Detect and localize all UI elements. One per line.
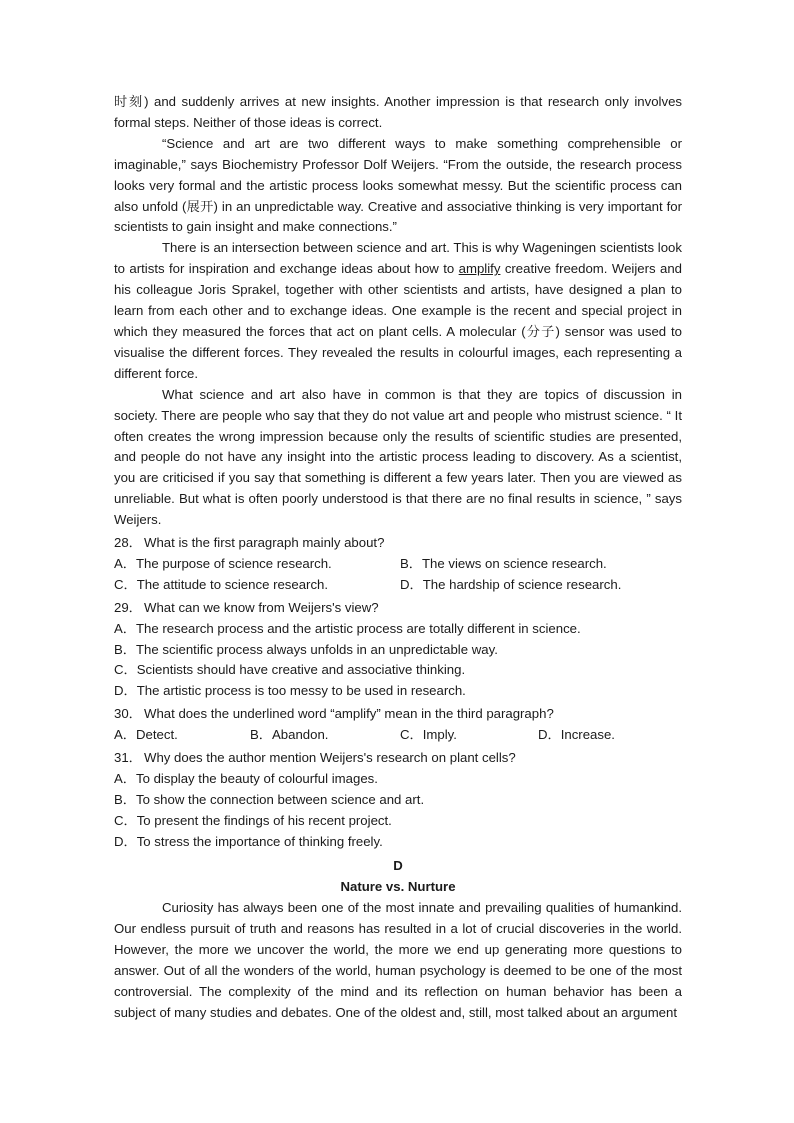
option-text: Detect. bbox=[136, 727, 178, 743]
question-30 bbox=[114, 704, 682, 746]
paragraph-3-text-after: creative freedom. Weijers and his colleague Joris Sprakel, together with other scientists and artists, have designed a plan to learn from each other and to exchange ideas. One example is the recent and special project in which they measured the forces that act on plant cells. A molecular (分子) sensor was used to visualise the different forces. They revealed the results in colourful images, each representing a different force. bbox=[114, 261, 682, 381]
paragraph-3-text-before: There is an intersection between science and art. This is why Wageningen scientists look to artists for inspiration and exchange ideas about how to bbox=[114, 240, 682, 277]
option-text: Imply. bbox=[422, 727, 457, 743]
question-31-number: 31． bbox=[114, 749, 142, 765]
question-30-option-d[interactable] bbox=[538, 725, 615, 746]
option-letter: B． bbox=[400, 555, 422, 571]
question-30-number: 30． bbox=[114, 706, 142, 722]
question-28-text: What is the first paragraph mainly about? bbox=[144, 535, 385, 551]
question-31-option-a-row bbox=[114, 769, 682, 790]
paragraph-2: “Science and art are two different ways to make something comprehensible or imaginable,” says Biochemistry Professor Dolf Weijers. “From the outside, the research process looks very formal and the artistic process looks somewhat messy. But the scientific process can also unfold (展开) in an unpredictable way. Creative and associative thinking is very important for scientists to gain insight and make connections.” bbox=[114, 135, 682, 235]
question-29-option-a-row bbox=[114, 619, 682, 640]
option-text: The research process and the artistic process are totally different in science. bbox=[136, 620, 581, 636]
question-29-option-a[interactable] bbox=[114, 621, 581, 636]
option-text: The hardship of science research. bbox=[422, 576, 622, 592]
option-letter: B． bbox=[114, 641, 136, 657]
question-30-option-b[interactable] bbox=[250, 725, 328, 746]
paragraph-3 bbox=[114, 238, 682, 384]
option-letter: A． bbox=[114, 555, 136, 571]
option-text: The artistic process is too messy to be used in research. bbox=[136, 683, 466, 699]
section-d-paragraph-1: Curiosity has always been one of the most innate and prevailing qualities of humankind. Our endless pursuit of truth and reasons has resulted in a lot of crucial discoveries in the world. However, the more we uncover the world, the more we end up generating more questions to answer. Out of all the wonders of the world, human psychology is deemed to be one of the most controversial. The complexity of the mind and its reflection on human behavior has been a subject of many studies and debates. One of the oldest and, still, most talked about an argument bbox=[114, 900, 682, 1020]
question-29-option-c[interactable] bbox=[114, 662, 465, 677]
option-text: To stress the importance of thinking freely. bbox=[136, 833, 383, 849]
question-29-number: 29． bbox=[114, 599, 142, 615]
paragraph-1: 时刻) and suddenly arrives at new insights. Another impression is that research only involves formal steps. Neither of those ideas is correct. bbox=[114, 94, 682, 130]
option-letter: A． bbox=[114, 620, 136, 636]
option-letter: B． bbox=[114, 791, 136, 807]
question-31-option-b[interactable] bbox=[114, 792, 424, 807]
question-31-option-c-row bbox=[114, 811, 682, 832]
question-29-text: What can we know from Weijers's view? bbox=[144, 599, 379, 615]
option-text: Increase. bbox=[560, 727, 615, 743]
question-29-option-b[interactable] bbox=[114, 642, 498, 657]
option-letter: C． bbox=[114, 662, 137, 678]
option-letter: C． bbox=[400, 727, 423, 743]
option-letter: D． bbox=[400, 576, 423, 592]
option-text: The views on science research. bbox=[422, 555, 607, 571]
question-29-option-d-row bbox=[114, 681, 682, 702]
option-letter: C． bbox=[114, 576, 137, 592]
section-letter-d: D bbox=[393, 858, 403, 874]
question-31-option-b-row bbox=[114, 790, 682, 811]
option-text: Abandon. bbox=[272, 727, 329, 743]
question-31-option-c[interactable] bbox=[114, 813, 392, 828]
question-29-option-d[interactable] bbox=[114, 683, 466, 698]
question-31 bbox=[114, 748, 682, 852]
question-28 bbox=[114, 533, 682, 596]
question-28-number: 28． bbox=[114, 535, 142, 551]
question-31-text: Why does the author mention Weijers's research on plant cells? bbox=[144, 749, 516, 765]
question-29-option-b-row bbox=[114, 640, 682, 661]
option-letter: A． bbox=[114, 727, 136, 743]
option-letter: D． bbox=[538, 727, 561, 743]
question-28-options-row-2 bbox=[114, 575, 682, 596]
question-28-option-a[interactable] bbox=[114, 554, 332, 575]
option-letter: A． bbox=[114, 770, 136, 786]
question-31-option-a[interactable] bbox=[114, 771, 378, 786]
option-letter: D． bbox=[114, 833, 137, 849]
option-text: To present the findings of his recent project. bbox=[136, 812, 392, 828]
question-31-option-d-row bbox=[114, 832, 682, 853]
question-29-stem bbox=[114, 598, 682, 619]
option-text: The attitude to science research. bbox=[136, 576, 329, 592]
question-28-option-d[interactable] bbox=[400, 575, 621, 596]
option-text: To show the connection between science and art. bbox=[136, 791, 425, 807]
question-30-option-a[interactable] bbox=[114, 725, 178, 746]
question-29 bbox=[114, 598, 682, 702]
question-28-option-b[interactable] bbox=[400, 554, 607, 575]
question-31-option-d[interactable] bbox=[114, 834, 383, 849]
question-30-options-row bbox=[114, 725, 682, 746]
question-30-text: What does the underlined word “amplify” mean in the third paragraph? bbox=[144, 706, 554, 722]
option-text: To display the beauty of colourful images. bbox=[136, 770, 378, 786]
paragraph-4: What science and art also have in common is that they are topics of discussion in society. There are people who say that they do not value art and people who mistrust science. “ It often creates the wrong impression because only the results of scientific studies are presented, and people do not have any insight into the artistic process leading to discovery. As a scientist, you are criticised if you say that something is different a few years later. Then you are viewed as unreliable. But what is often poorly understood is that there are no final results in science, ” says Weijers. bbox=[114, 386, 682, 528]
option-text: Scientists should have creative and associative thinking. bbox=[136, 662, 466, 678]
document-body bbox=[114, 92, 682, 1024]
question-28-options-row-1 bbox=[114, 554, 682, 575]
option-letter: D． bbox=[114, 683, 137, 699]
question-30-option-c[interactable] bbox=[400, 725, 457, 746]
question-28-stem bbox=[114, 533, 682, 554]
underlined-word-amplify: amplify bbox=[458, 261, 501, 277]
question-28-option-c[interactable] bbox=[114, 575, 328, 596]
section-title: Nature vs. Nurture bbox=[340, 879, 456, 895]
question-31-stem bbox=[114, 748, 682, 769]
option-text: The scientific process always unfolds in an unpredictable way. bbox=[136, 641, 498, 657]
question-29-option-c-row bbox=[114, 660, 682, 681]
question-30-stem bbox=[114, 704, 682, 725]
option-letter: C． bbox=[114, 812, 137, 828]
option-text: The purpose of science research. bbox=[136, 555, 332, 571]
option-letter: B． bbox=[250, 727, 272, 743]
